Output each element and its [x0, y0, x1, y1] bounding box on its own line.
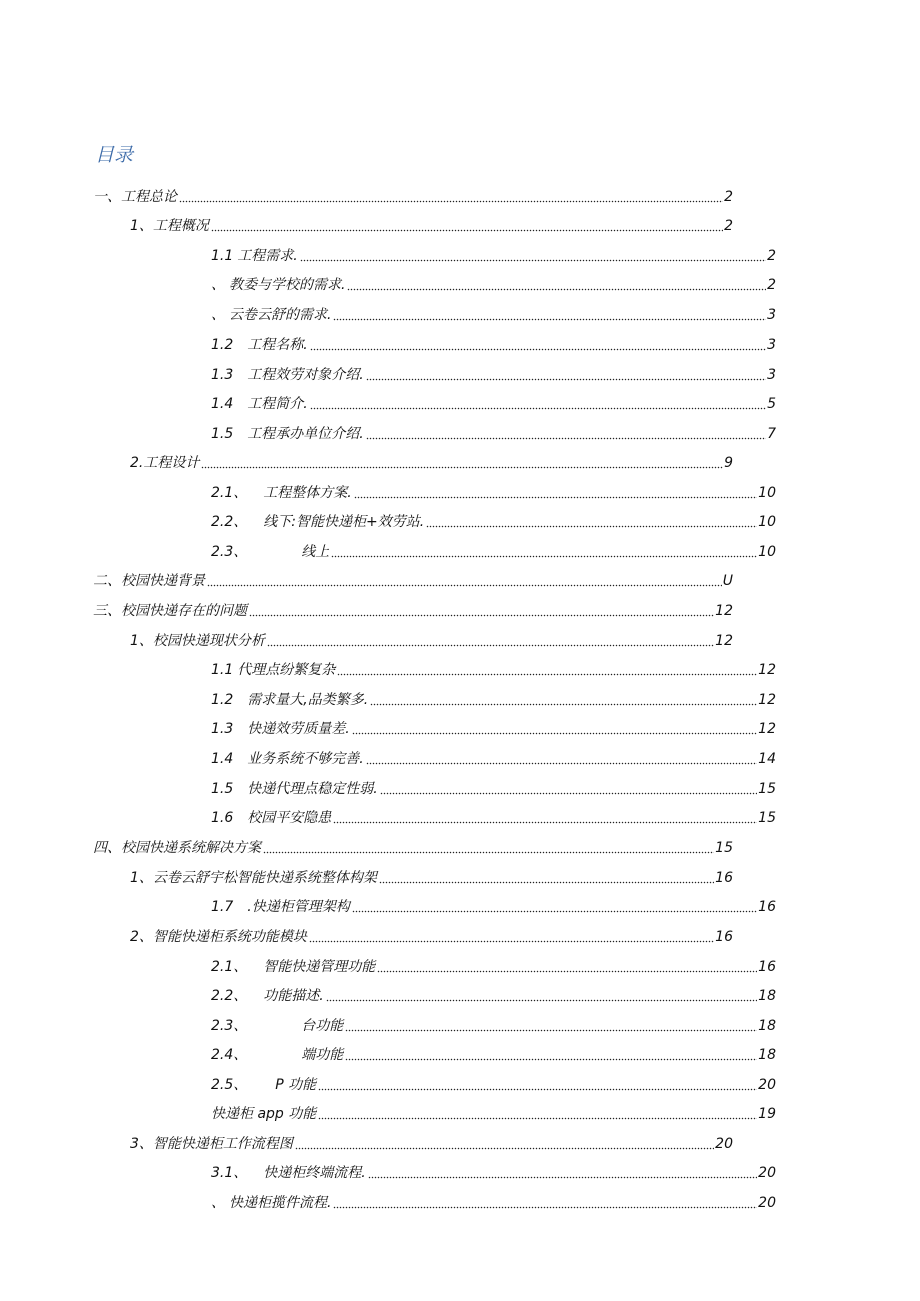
toc-entry-number: 、 [211, 1195, 225, 1211]
toc-entry[interactable] [211, 423, 776, 443]
toc-page-number: 2 [767, 277, 776, 293]
toc-entry-label [211, 513, 425, 531]
toc-entry-text: 工程总论 [121, 189, 177, 205]
toc-entry-label [130, 217, 210, 235]
toc-entry-number: 1.1 [211, 248, 234, 264]
toc-entry-label [211, 484, 353, 502]
toc-leader-dots [201, 455, 723, 469]
toc-entry-label [211, 720, 351, 738]
toc-entry-number: 三、 [93, 603, 121, 619]
toc-entry-text: 工程简介. [247, 396, 308, 412]
toc-page-number: 18 [758, 1047, 776, 1063]
toc-entry-text: 校园平安隐患 [247, 810, 332, 826]
toc-page-number: 16 [758, 959, 776, 975]
toc-leader-dots [345, 1047, 757, 1061]
toc-leader-dots [380, 781, 757, 795]
toc-entry-text: 工程整体方案. [263, 485, 352, 501]
toc-entry-number: 、 [211, 307, 225, 323]
toc-entry-label [211, 366, 365, 384]
toc-leader-dots [347, 277, 766, 291]
toc-entry[interactable] [93, 186, 733, 206]
toc-entry-text: 工程名称. [247, 337, 308, 353]
toc-leader-dots [249, 603, 714, 617]
toc-entry-label [211, 1194, 332, 1212]
toc-entry-label [130, 928, 308, 946]
toc-page-number: 15 [758, 781, 776, 797]
toc-entry-number: 四、 [93, 840, 121, 856]
toc-page-number: 2 [724, 189, 733, 205]
toc-entry-label [130, 869, 378, 887]
toc-page-number: 12 [715, 603, 733, 619]
toc-leader-dots [318, 1106, 757, 1120]
toc-page-number: 3 [767, 337, 776, 353]
toc-entry[interactable] [211, 1044, 776, 1064]
toc-entry[interactable] [211, 1192, 776, 1212]
toc-page-number: 10 [758, 514, 776, 530]
toc-leader-dots [295, 1136, 714, 1150]
toc-leader-dots [309, 929, 714, 943]
toc-entry[interactable] [211, 896, 776, 916]
toc-page-number: 12 [758, 721, 776, 737]
toc-entry-label [93, 572, 206, 590]
toc-page-number: 20 [758, 1165, 776, 1181]
toc-entry-label [211, 1017, 344, 1035]
toc-page-number: 18 [758, 1018, 776, 1034]
toc-leader-dots [426, 514, 757, 528]
toc-entry-number: 2.2、 [211, 988, 248, 1004]
toc-entry-number: 1.3 [211, 367, 234, 383]
toc-entry-number: 1.3 [211, 721, 234, 737]
toc-page-number: 15 [715, 840, 733, 856]
toc-page-number: 7 [767, 426, 776, 442]
toc-page-number: 20 [758, 1077, 776, 1093]
toc-page-number: 3 [767, 367, 776, 383]
toc-entry-text: 工程承办单位介绍. [247, 426, 364, 442]
toc-entry-number: 1.4 [211, 751, 234, 767]
toc-leader-dots [207, 573, 722, 587]
toc-entry[interactable] [211, 689, 776, 709]
toc-entry-text: 校园快递存在的问题 [121, 603, 247, 619]
toc-leader-dots [352, 721, 757, 735]
toc-entry-text: 校园快递系统解决方案 [121, 840, 261, 856]
toc-entry-text: 工程设计 [143, 455, 200, 471]
toc-entry-label [211, 987, 325, 1005]
toc-entry[interactable] [93, 600, 733, 620]
toc-entry-text: 功能描述. [263, 988, 324, 1004]
toc-entry-number: 1.2 [211, 692, 234, 708]
toc-page-number: 9 [724, 455, 733, 471]
toc-entry-label [211, 306, 332, 324]
toc-entry-number: 1.6 [211, 810, 234, 826]
toc-leader-dots [300, 248, 766, 262]
toc-entry-text: 业务系统不够完善. [247, 751, 364, 767]
toc-entry-text: 工程概况 [152, 218, 209, 234]
toc-entry-label [211, 395, 309, 413]
toc-entry[interactable] [211, 985, 776, 1005]
toc-entry-number: 2.2、 [211, 514, 248, 530]
toc-entry-label [211, 958, 376, 976]
toc-entry-text: 工程效劳对象介绍. [247, 367, 364, 383]
toc-page-number: 5 [767, 396, 776, 412]
toc-entry[interactable] [93, 570, 733, 590]
toc-leader-dots [333, 810, 757, 824]
toc-entry-number: 1、 [130, 870, 153, 886]
toc-entry-number: 3、 [130, 1136, 153, 1152]
toc-leader-dots [326, 988, 757, 1002]
toc-entry-label [211, 661, 336, 679]
toc-entry-label [211, 1046, 344, 1064]
toc-entry-number: 1.5 [211, 426, 234, 442]
toc-entry-label [211, 276, 346, 294]
toc-entry-number: 1.1 [211, 662, 234, 678]
toc-entry-number: 2.1、 [211, 959, 248, 975]
toc-entry-text: P 功能 [275, 1077, 317, 1093]
toc-page-number: 16 [715, 929, 733, 945]
toc-page-number: 2 [724, 218, 733, 234]
toc-entry[interactable] [130, 215, 733, 235]
toc-entry-text: 智能快递管理功能 [263, 959, 376, 975]
toc-entry-text: 快递柜 app 功能 [211, 1106, 317, 1122]
toc-page-number: 18 [758, 988, 776, 1004]
toc-page-number: 14 [758, 751, 776, 767]
toc-entry-number: 、 [211, 277, 225, 293]
toc-page-number: 2 [767, 248, 776, 264]
toc-entry-label [130, 454, 200, 472]
toc-entry-number: 1.4 [211, 396, 234, 412]
toc-entry-text: 快递柜揽件流程. [229, 1195, 332, 1211]
toc-entry-label [211, 1105, 317, 1123]
toc-entry-label [211, 247, 299, 265]
toc-leader-dots [366, 426, 766, 440]
toc-page-number: 19 [758, 1106, 776, 1122]
toc-page-number: 12 [715, 633, 733, 649]
toc-leader-dots [352, 899, 757, 913]
toc-leader-dots [366, 751, 757, 765]
toc-entry[interactable] [211, 807, 776, 827]
toc-entry-number: 2.3、 [211, 1018, 248, 1034]
toc-entry[interactable] [211, 1015, 776, 1035]
toc-leader-dots [310, 337, 766, 351]
toc-entry-text: 线上 [301, 544, 330, 560]
toc-entry[interactable] [93, 837, 733, 857]
toc-leader-dots [368, 1165, 757, 1179]
toc-entry[interactable] [211, 364, 776, 384]
toc-entry-label [211, 1076, 317, 1094]
toc-entry-number: 二、 [93, 573, 121, 589]
toc-leader-dots [333, 307, 766, 321]
toc-entry-label [211, 425, 365, 443]
toc-leader-dots [337, 662, 757, 676]
toc-entry-label [211, 543, 330, 561]
toc-entry-text: 线下:智能快递柜+效劳站. [263, 514, 425, 530]
toc-entry-text: 校园快递现状分析 [152, 633, 265, 649]
toc-entry[interactable] [211, 482, 776, 502]
toc-leader-dots [318, 1077, 757, 1091]
toc-leader-dots [377, 959, 757, 973]
toc-leader-dots [179, 189, 723, 203]
toc-page-number: 3 [767, 307, 776, 323]
toc-entry-text: 需求量大,品类繁多. [247, 692, 369, 708]
toc-entry-number: 1、 [130, 218, 153, 234]
toc-entry[interactable] [130, 630, 733, 650]
toc-entry[interactable] [211, 304, 776, 324]
toc-entry[interactable] [211, 1162, 776, 1182]
toc-entry-label [93, 839, 262, 857]
toc-entry-label [211, 1164, 367, 1182]
toc-entry-number: 1、 [130, 633, 153, 649]
toc-entry[interactable] [211, 541, 776, 561]
toc-entry[interactable] [211, 1074, 776, 1094]
toc-entry[interactable] [211, 393, 776, 413]
toc-leader-dots [211, 218, 723, 232]
toc-entry-text: 端功能 [301, 1047, 344, 1063]
toc-page-number: 12 [758, 692, 776, 708]
toc-entry-number: 2.1、 [211, 485, 248, 501]
toc-entry-text: 校园快递背景 [121, 573, 205, 589]
toc-entry[interactable] [211, 718, 776, 738]
toc-entry[interactable] [130, 867, 733, 887]
toc-entry[interactable] [211, 334, 776, 354]
toc-entry[interactable] [211, 778, 776, 798]
toc-entry[interactable] [211, 956, 776, 976]
toc-entry-number: 一、 [93, 189, 121, 205]
toc-entry-number: 2. [130, 455, 144, 471]
toc-entry-text: 台功能 [301, 1018, 344, 1034]
toc-entry-label [130, 632, 266, 650]
toc-page-number: 20 [758, 1195, 776, 1211]
toc-entry-label [211, 809, 332, 827]
toc-page-number: 16 [715, 870, 733, 886]
toc-entry-text: 快递柜终端流程. [263, 1165, 366, 1181]
toc-entry[interactable] [130, 452, 733, 472]
toc-entry-text: 工程需求. [237, 248, 298, 264]
toc-entry-number: 1.2 [211, 337, 234, 353]
toc-entry[interactable] [211, 511, 776, 531]
toc-entry-text: .快递柜管理架构 [247, 899, 350, 915]
toc-entry-label [211, 750, 365, 768]
toc-page-number: 16 [758, 899, 776, 915]
toc-entry-text: 智能快递柜工作流程图 [152, 1136, 293, 1152]
toc-page-number: U [722, 573, 733, 589]
toc-entry-text: 云卷云舒的需求. [229, 307, 332, 323]
toc-leader-dots [333, 1195, 757, 1209]
toc-entry-text: 云卷云舒宇松智能快递系统整体构架 [152, 870, 377, 886]
toc-entry-number: 2.5、 [211, 1077, 248, 1093]
toc-leader-dots [345, 1018, 757, 1032]
toc-entry-text: 快递代理点稳定性弱. [247, 781, 378, 797]
toc-entry[interactable] [211, 1103, 776, 1123]
toc-title: 目录 [95, 144, 134, 166]
toc-page-number: 10 [758, 544, 776, 560]
toc-entry-text: 教委与学校的需求. [229, 277, 346, 293]
toc-entry-number: 1.7 [211, 899, 234, 915]
toc-entry-text: 代理点纷繁复杂 [237, 662, 336, 678]
toc-leader-dots [331, 544, 757, 558]
toc-leader-dots [370, 692, 757, 706]
toc-entry-label [93, 602, 248, 620]
toc-entry-number: 3.1、 [211, 1165, 248, 1181]
toc-page-number: 10 [758, 485, 776, 501]
toc-leader-dots [379, 870, 714, 884]
toc-entry-text: 智能快递柜系统功能模块 [152, 929, 307, 945]
toc-entry-label [93, 188, 178, 206]
toc-entry[interactable] [130, 926, 733, 946]
toc-entry-number: 2.4、 [211, 1047, 248, 1063]
toc-entry[interactable] [211, 274, 776, 294]
toc-entry-label [211, 336, 309, 354]
toc-entry-text: 快递效劳质量差. [247, 721, 350, 737]
toc-entry-number: 2.3、 [211, 544, 248, 560]
toc-leader-dots [310, 396, 766, 410]
toc-entry[interactable] [211, 659, 776, 679]
toc-entry-label [211, 898, 351, 916]
toc-entry[interactable] [211, 748, 776, 768]
toc-leader-dots [354, 485, 757, 499]
toc-entry-label [211, 691, 369, 709]
toc-leader-dots [263, 840, 714, 854]
toc-leader-dots [267, 633, 714, 647]
toc-entry[interactable] [130, 1133, 733, 1153]
toc-page-number: 15 [758, 810, 776, 826]
toc-entry[interactable] [211, 245, 776, 265]
toc-entry-label [211, 780, 379, 798]
toc-leader-dots [366, 367, 766, 381]
toc-page-number: 12 [758, 662, 776, 678]
toc-entry-number: 2、 [130, 929, 153, 945]
toc-page-number: 20 [715, 1136, 733, 1152]
toc-entry-label [130, 1135, 294, 1153]
toc-entry-number: 1.5 [211, 781, 234, 797]
